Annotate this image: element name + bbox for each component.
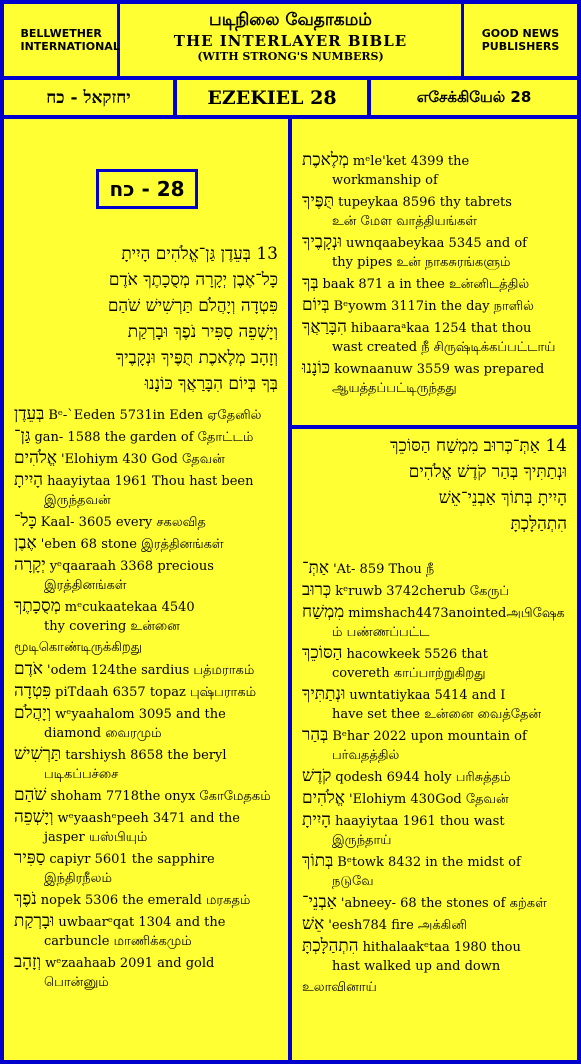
gloss-entry <box>4 912 288 951</box>
gloss-entry <box>292 192 577 231</box>
hebrew-word: הִבָּרַאֲךָ <box>302 317 347 337</box>
gloss-line: uwntatiykaa 5414 and I <box>349 688 506 703</box>
hebrew-word: שֹׁהַם <box>14 785 47 805</box>
gloss-line: kownaanuw 3559 was prepared <box>334 362 545 377</box>
gloss-line: wᵉyaahalom 3095 and the <box>55 707 226 722</box>
gloss-entry <box>292 978 577 997</box>
chapter-label: 28 - כח <box>96 169 198 209</box>
book-label-english <box>177 80 367 115</box>
gloss-line: மூடிகொண்டிருக்கிறது <box>14 640 142 655</box>
right-top-panel <box>292 119 577 425</box>
gloss-entry <box>292 852 577 891</box>
gloss-continuation: diamond வைரமும் <box>44 726 162 741</box>
gloss-entry <box>4 427 288 447</box>
gloss-line: உலாவினாய் <box>302 980 377 995</box>
hebrew-word: בְּיוֹם <box>302 295 330 315</box>
left-column <box>4 119 288 1060</box>
hebrew-word: אַבְנֵי־ <box>302 892 337 912</box>
right-logo-text: GOOD NEWS PUBLISHERS <box>481 27 560 53</box>
gloss-continuation: உன் மேள வாத்தியங்கள் <box>332 214 478 229</box>
hebrew-word: וּנְתַתִּיךָ <box>302 684 346 704</box>
hebrew-word: מְסֻכָתֶךָ <box>14 596 61 616</box>
left-logo <box>4 4 120 76</box>
gloss-entry <box>292 767 577 787</box>
gloss-entry <box>4 471 288 510</box>
gloss-line: mᵉle'ket 4399 the <box>352 154 470 169</box>
gloss-line: hithalaakᵉtaa 1980 thou <box>362 940 521 955</box>
hebrew-word: כְּרוּב <box>302 580 332 600</box>
gloss-line: uwnqaabeykaa 5345 and of <box>345 236 527 251</box>
hebrew-word: בְּעֵדֶן <box>14 404 45 424</box>
hebrew-word: וְיָהֲלֹם <box>14 703 52 723</box>
header-title-block <box>120 4 461 76</box>
gloss-continuation: wast created நீ சிருஷ்டிக்கப்பட்டாய் <box>332 340 556 355</box>
gloss-line: gan- 1588 the garden of தோட்டம் <box>34 430 254 445</box>
gloss-entry <box>292 644 577 683</box>
title-sub: (WITH STRONG'S NUMBERS) <box>197 50 384 63</box>
verse-line: הִתְהַלָּכְתָּ <box>510 514 567 534</box>
gloss-line: Bᵉhar 2022 upon mountain of <box>332 729 527 744</box>
gloss-entry <box>292 893 577 913</box>
hebrew-word: נֹפֶךְ <box>14 889 37 909</box>
hebrew-word: מְלֶאכֶת <box>302 150 349 170</box>
gloss-entry <box>292 359 577 398</box>
hebrew-word: וּנְקָבֶיךָ <box>302 232 342 252</box>
gloss-continuation: carbuncle மாணிக்கமும் <box>44 934 192 949</box>
gloss-continuation: பர்வதத்தில் <box>332 748 400 763</box>
gloss-entry <box>4 704 288 743</box>
book-label-tamil <box>371 80 577 115</box>
gloss-line: Bᵉtowk 8432 in the midst of <box>337 855 521 870</box>
verse-line: כָּל־אֶבֶן יְקָרָה מְסֻכָתֶךָ אֹדֶם <box>108 270 278 290</box>
gloss-line: Bᵉyowm 3117in the day நாளில் <box>333 299 534 314</box>
gloss-line: 'eben 68 stone இரத்தினங்கள் <box>40 537 224 552</box>
gloss-continuation: hast walked up and down <box>332 959 501 974</box>
hebrew-word: סַפִּיר <box>14 848 46 868</box>
gloss-continuation: ஆயத்தப்பட்டிருந்தது <box>332 381 457 396</box>
gloss-entry <box>292 151 577 190</box>
gloss-entry <box>292 726 577 765</box>
gloss-line: piTdaah 6357 topaz புஷ்பராகம் <box>55 685 257 700</box>
gloss-line: qodesh 6944 holy பரிசுத்தம் <box>335 770 511 785</box>
hebrew-word: אֵשׁ <box>302 914 325 934</box>
book-english-text: EZEKIEL 28 <box>207 86 337 109</box>
gloss-entry <box>292 581 577 601</box>
gloss-entry <box>292 603 577 642</box>
hebrew-word: פִּטְדָה <box>14 681 52 701</box>
gloss-line: 'eesh784 fire அக்கினி <box>328 918 467 933</box>
gloss-entry <box>4 745 288 784</box>
gloss-continuation: ம் பண்ணப்பட்ட <box>332 625 430 640</box>
gloss-line: 'abneey- 68 the stones of கற்கள் <box>340 896 547 911</box>
hebrew-word: אַתְּ־ <box>302 558 330 578</box>
hebrew-word: הִתְהַלָּכְתָּ <box>302 936 359 956</box>
hebrew-word: קֹדֶשׁ <box>302 766 332 786</box>
gloss-entry <box>4 890 288 910</box>
hebrew-word: אֶבֶן <box>14 533 37 553</box>
gloss-line: tarshiysh 8658 the beryl <box>65 748 227 763</box>
gloss-entry <box>4 808 288 847</box>
gloss-line: wᵉyaashᵉpeeh 3471 and the <box>57 811 240 826</box>
gloss-continuation: படிகப்பச்சை <box>44 767 119 782</box>
verse-line: 13 בְּעֵדֶן גַּן־אֱלֹהִים הָיִיתָ <box>121 244 278 264</box>
gloss-entry <box>292 296 577 316</box>
hebrew-word: אֱלֹהִים <box>14 448 57 468</box>
gloss-line: Bᵉ-`Eeden 5731in Eden ஏதேனில் <box>48 408 262 423</box>
gloss-continuation: thy pipes உன் நாகசுரங்களும் <box>332 255 511 270</box>
gloss-line: uwbaarᵉqat 1304 and the <box>58 915 226 930</box>
hebrew-word: וְזָהָב <box>14 952 42 972</box>
gloss-entry <box>4 556 288 595</box>
hebrew-word: אֱלֹהִים <box>302 788 345 808</box>
hebrew-word: בְּתוֹךְ <box>302 851 334 871</box>
gloss-entry <box>4 534 288 554</box>
book-hebrew-text: יחזקאל - כח <box>46 87 131 108</box>
book-label-hebrew <box>4 80 173 115</box>
hebrew-word: בְּךָ <box>302 273 319 293</box>
verse-line: וְיָשְׁפֵה סַפִּיר נֹפֶךְ וּבָרְקַת <box>127 322 278 342</box>
gloss-line: mimshach4473anointedஅபிஷேக <box>348 606 565 621</box>
gloss-entry <box>4 660 288 680</box>
gloss-line: Kaal- 3605 every சகலவித <box>40 515 206 530</box>
gloss-continuation: workmanship of <box>332 173 438 188</box>
gloss-entry <box>292 559 577 579</box>
hebrew-word: גַּן־ <box>14 426 31 446</box>
verse-line: בְּךָ בְּיוֹם הִבָּרַאֲךָ כּוֹנָנוּ <box>144 374 278 394</box>
gloss-continuation: இருந்தாய் <box>332 833 392 848</box>
gloss-line: tupeykaa 8596 thy tabrets <box>338 195 512 210</box>
left-logo-text: BELLWETHER INTERNATIONAL <box>20 27 120 53</box>
gloss-entry <box>4 682 288 702</box>
gloss-entry <box>292 318 577 357</box>
gloss-continuation: பொன்னும் <box>44 975 109 990</box>
hebrew-word: וּבָרְקַת <box>14 911 55 931</box>
gloss-line: hacowkeek 5526 that <box>346 647 488 662</box>
hebrew-word: כּוֹנָנוּ <box>302 358 331 378</box>
gloss-line: yᵉqaaraah 3368 precious <box>49 559 214 574</box>
gloss-entry <box>4 953 288 992</box>
right-logo <box>464 4 577 76</box>
gloss-entry <box>292 811 577 850</box>
hebrew-word: כָּל־ <box>14 511 37 531</box>
gloss-line: haayiytaa 1961 Thou hast been <box>47 474 254 489</box>
verse-13-hebrew <box>4 241 288 397</box>
gloss-continuation: have set thee உன்னை வைத்தேன் <box>332 707 542 722</box>
gloss-line: baak 871 a in thee உன்னிடத்தில் <box>322 277 530 292</box>
gloss-entry <box>292 937 577 976</box>
gloss-entry <box>4 849 288 888</box>
gloss-entry <box>292 915 577 935</box>
hebrew-word: יְקָרָה <box>14 555 46 575</box>
gloss-entry <box>4 597 288 636</box>
gloss-line: 'Elohiym 430God தேவன் <box>349 792 509 807</box>
gloss-entry <box>292 685 577 724</box>
verse-line: וְזָהָב מְלֶאכֶת תֻּפֶּיךָ וּנְקָבֶיךָ <box>115 348 278 368</box>
hebrew-word: תַּרְשִׁישׁ <box>14 744 62 764</box>
gloss-line: kᵉruwb 3742cherub கேருப் <box>335 584 510 599</box>
gloss-continuation: இரத்தினங்கள் <box>44 578 127 593</box>
verse-14-hebrew <box>292 433 577 537</box>
gloss-continuation: thy covering உன்னை <box>44 619 180 634</box>
gloss-continuation: jasper யஸ்பியும் <box>44 830 148 845</box>
hebrew-word: אֹדֶם <box>14 659 43 679</box>
gloss-entry <box>4 449 288 469</box>
gloss-line: capiyr 5601 the sapphire <box>49 852 215 867</box>
gloss-line: shoham 7718the onyx கோமேதகம் <box>50 789 271 804</box>
hebrew-word: הַסּוֹכֵךְ <box>302 643 343 663</box>
hebrew-word: תֻּפֶּיךָ <box>302 191 335 211</box>
gloss-line: hibaaraᵃkaa 1254 that thou <box>350 321 532 336</box>
gloss-continuation: இந்திரநீலம் <box>44 871 112 886</box>
gloss-continuation: நடுவே <box>332 874 374 889</box>
gloss-entry <box>4 405 288 425</box>
title-main: THE INTERLAYER BIBLE <box>173 32 408 50</box>
gloss-entry <box>292 274 577 294</box>
hebrew-word: הָיִיתָ <box>14 470 44 490</box>
gloss-entry <box>292 789 577 809</box>
hebrew-word: מִמְשַׁח <box>302 602 345 622</box>
hebrew-word: הָיִיתָ <box>302 810 332 830</box>
gloss-line: wᵉzaahaab 2091 and gold <box>45 956 215 971</box>
gloss-continuation: covereth காப்பாற்றுகிறது <box>332 666 486 681</box>
right-bottom-panel <box>292 429 577 1060</box>
verse-line: וּנְתַתִּיךָ בְּהַר קֹדֶשׁ אֱלֹהִים <box>408 462 567 482</box>
gloss-line: mᵉcukaatekaa 4540 <box>64 600 195 615</box>
verse-line: הָיִיתָ בְּתוֹךְ אַבְנֵי־אֵשׁ <box>438 488 567 508</box>
verse-line: 14 אַתְּ־כְּרוּב מִמְשַׁח הַסּוֹכֵךְ <box>390 436 567 456</box>
gloss-entry <box>4 512 288 532</box>
hebrew-word: וְיָשְׁפֵה <box>14 807 54 827</box>
book-tamil-text: எசேக்கியேல் 28 <box>416 87 532 106</box>
gloss-entry <box>4 638 288 657</box>
gloss-entry <box>292 233 577 272</box>
title-tamil: படிநிலை வேதாகமம் <box>209 10 372 30</box>
hebrew-word: בְּהַר <box>302 725 329 745</box>
gloss-line: haayiytaa 1961 thou wast <box>335 814 505 829</box>
gloss-continuation: இருந்தவன் <box>44 493 111 508</box>
gloss-entry <box>4 786 288 806</box>
gloss-line: 'Elohiym 430 God தேவன் <box>61 452 225 467</box>
gloss-line: 'At- 859 Thou நீ <box>333 562 435 577</box>
verse-line: פִּטְדָה וְיָהֲלֹם תַּרְשִׁישׁ שֹׁהַם <box>107 296 278 316</box>
gloss-line: nopek 5306 the emerald மரகதம் <box>40 893 251 908</box>
gloss-line: 'odem 124the sardius பத்மராகம் <box>47 663 255 678</box>
